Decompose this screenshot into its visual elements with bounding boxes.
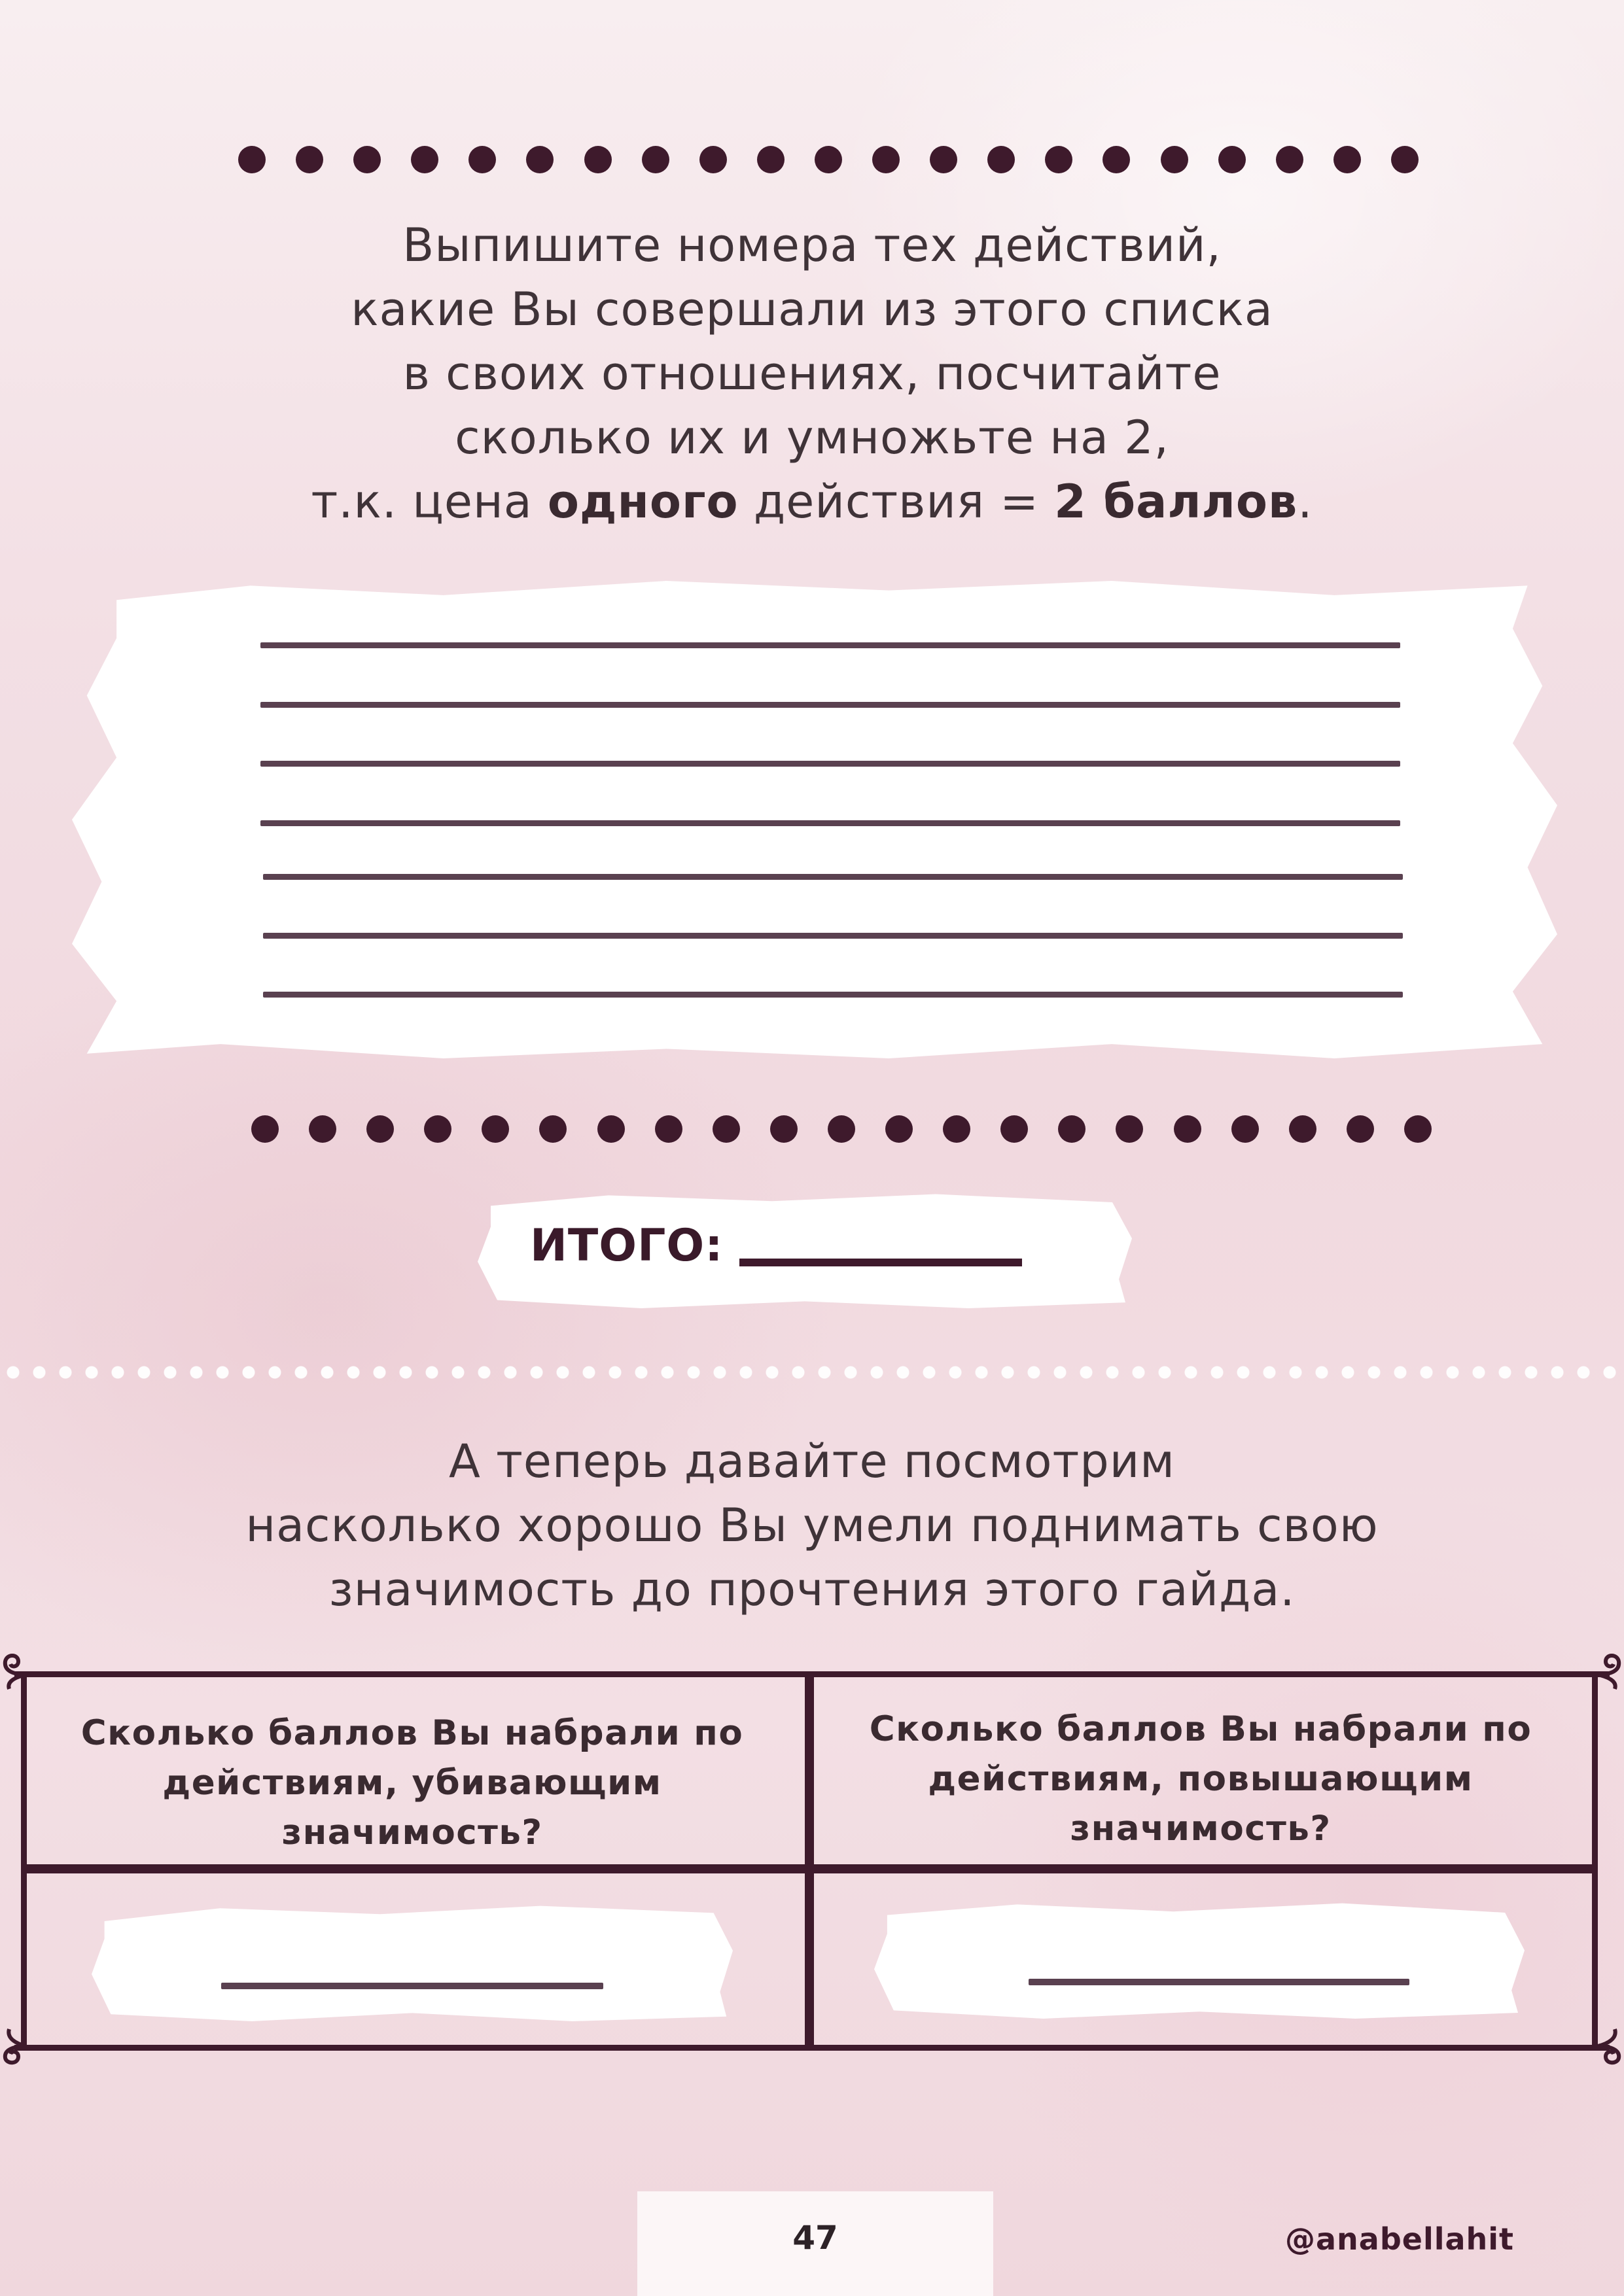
answer-line[interactable]: [263, 874, 1403, 880]
divider-dot: [526, 146, 554, 173]
divider-dot: [757, 146, 785, 173]
divider-dot: [1391, 146, 1419, 173]
answer-line[interactable]: [263, 992, 1403, 998]
divider-dot: [1276, 146, 1303, 173]
divider-dot: [1161, 146, 1188, 173]
corner-flourish-icon: [1585, 2021, 1624, 2067]
instructions-text-part: .: [1297, 475, 1313, 529]
answer-line[interactable]: [260, 642, 1400, 648]
instructions-line: какие Вы совершали из этого списка: [351, 283, 1273, 336]
divider-dot: [1347, 1115, 1374, 1143]
divider-dot: [1103, 146, 1130, 173]
table-header-line: Сколько баллов Вы набрали по: [869, 1709, 1532, 1749]
table-left-border: [21, 1671, 27, 2051]
instructions-text-part: действия =: [738, 475, 1055, 529]
answer-line[interactable]: [260, 761, 1400, 767]
divider-dot: [238, 146, 266, 173]
total-answer-line[interactable]: [739, 1259, 1022, 1266]
table-header-line: значимость?: [1070, 1809, 1332, 1849]
divider-dot: [353, 146, 381, 173]
divider-dot: [713, 1115, 740, 1143]
divider-dot: [424, 1115, 451, 1143]
table-row-divider: [21, 1864, 1598, 1873]
divider-dot: [1333, 146, 1361, 173]
divider-dot: [1058, 1115, 1086, 1143]
table-header-killing-significance: [33, 1709, 792, 1858]
divider-dot: [1116, 1115, 1143, 1143]
instructions-last-line: [158, 470, 1466, 534]
divider-dot: [655, 1115, 682, 1143]
divider-dot: [597, 1115, 625, 1143]
score-answer-line-raising[interactable]: [1029, 1979, 1409, 1985]
divider-dot: [251, 1115, 279, 1143]
divider-dot: [296, 146, 323, 173]
table-header-line: Сколько баллов Вы набрали по: [80, 1713, 744, 1753]
divider-dot: [309, 1115, 336, 1143]
divider-dot: [930, 146, 957, 173]
table-column-divider: [805, 1671, 814, 2051]
divider-dot: [539, 1115, 567, 1143]
divider-dot: [828, 1115, 855, 1143]
score-cell-background: [874, 1901, 1525, 2019]
divider-dot: [1404, 1115, 1432, 1143]
divider-dot: [1045, 146, 1072, 173]
dotted-divider-middle: [251, 1115, 1432, 1143]
instructions-emphasis: одного: [547, 475, 739, 529]
divider-dot: [468, 146, 496, 173]
answer-line[interactable]: [260, 702, 1400, 708]
answer-area-background: [72, 581, 1557, 1058]
score-answer-line-killing[interactable]: [221, 1983, 603, 1989]
divider-dot: [1218, 146, 1246, 173]
corner-flourish-icon: [0, 1648, 39, 1694]
pearl-divider: [0, 1365, 1624, 1380]
table-right-border: [1592, 1671, 1598, 2051]
answer-line[interactable]: [263, 933, 1403, 939]
divider-dot: [584, 146, 612, 173]
divider-dot: [885, 1115, 913, 1143]
divider-dot: [872, 146, 900, 173]
comparison-intro-line: насколько хорошо Вы умели поднимать свою: [245, 1499, 1379, 1552]
comparison-intro-line: значимость до прочтения этого гайда.: [328, 1563, 1296, 1616]
comparison-intro-text: [158, 1429, 1466, 1622]
instructions-line: в своих отношениях, посчитайте: [402, 347, 1222, 400]
divider-dot: [699, 146, 727, 173]
divider-dot: [1174, 1115, 1201, 1143]
divider-dot: [642, 146, 669, 173]
divider-dot: [987, 146, 1015, 173]
divider-dot: [1231, 1115, 1259, 1143]
table-header-raising-significance: [819, 1705, 1582, 1854]
divider-dot: [1000, 1115, 1028, 1143]
instructions-text-part: т.к. цена: [311, 475, 548, 529]
corner-flourish-icon: [1585, 1648, 1624, 1694]
table-header-line: действиям, убивающим: [162, 1763, 662, 1803]
divider-dot: [482, 1115, 509, 1143]
comparison-intro-line: А теперь давайте посмотрим: [448, 1435, 1175, 1488]
total-label: ИТОГО:: [530, 1220, 724, 1272]
divider-dot: [1289, 1115, 1316, 1143]
divider-dot: [815, 146, 842, 173]
divider-dot: [770, 1115, 798, 1143]
dotted-divider-top: [238, 146, 1419, 173]
answer-line[interactable]: [260, 820, 1400, 826]
divider-dot: [943, 1115, 970, 1143]
divider-dot: [411, 146, 438, 173]
score-cell-background: [92, 1904, 733, 2021]
instructions-text: [158, 213, 1466, 534]
instructions-line: сколько их и умножьте на 2,: [455, 411, 1169, 464]
instructions-line: Выпишите номера тех действий,: [402, 218, 1222, 272]
table-header-line: значимость?: [281, 1813, 543, 1852]
divider-dot: [366, 1115, 394, 1143]
corner-flourish-icon: [0, 2021, 39, 2067]
table-header-line: действиям, повышающим: [928, 1759, 1474, 1799]
page-number: 47: [792, 2219, 838, 2257]
author-handle: @anabellahit: [1285, 2221, 1515, 2257]
instructions-emphasis: 2 баллов: [1054, 475, 1298, 529]
